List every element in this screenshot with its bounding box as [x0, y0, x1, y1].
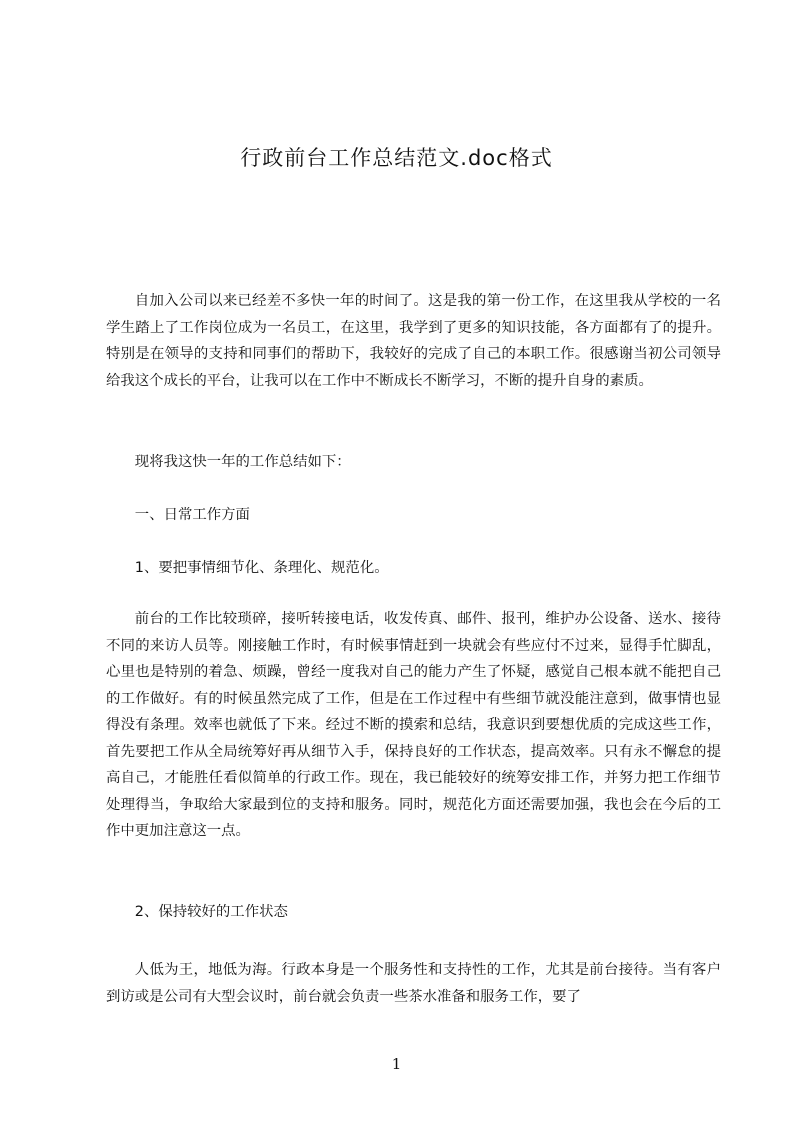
subheading-work-state: 2、保持较好的工作状态: [134, 904, 288, 920]
page-number: 1: [391, 1055, 402, 1073]
paragraph-front-desk-work: 前台的工作比较琐碎，接听转接电话，收发传真、邮件、报刊，维护办公设备、送水、接待不同的来访人员等。刚接触工作时，有时候事情赶到一块就会有些应付不过来，显得手忙脚乱，心里也是特别的着急、烦躁，曾经一度我对自己的能力产生了怀疑，感觉自己根本就不能把自己的工作做好。有的时候虽然完成了工作，但是在工作过程中有些细节就没能注意到，做事情也显得没有条理。效率也就低了下来。经过不断的摸索和总结，我意识到要想优质的完成这些工作，首先要把工作从全局统筹好再从细节入手，保持良好的工作状态，提高效率。只有永不懈怠的提高自己，才能胜任看似简单的行政工作。现在，我已能较好的统筹安排工作，并努力把工作细节处理得当，争取给大家最到位的支持和服务。同时，规范化方面还需要加强，我也会在今后的工作中更加注意这一点。: [106, 611, 721, 839]
document-title: 行政前台工作总结范文.doc格式: [240, 146, 553, 170]
paragraph-summary-lead: 现将我这快一年的工作总结如下：: [134, 454, 351, 470]
subheading-detail-organization: 1、要把事情细节化、条理化、规范化。: [134, 560, 389, 576]
paragraph-intro: 自加入公司以来已经差不多快一年的时间了。这是我的第一份工作，在这里我从学校的一名学生踏上了工作岗位成为一名员工，在这里，我学到了更多的知识技能，各方面都有了的提升。特别是在领导的支持和同事们的帮助下，我较好的完成了自己的本职工作。很感谢当初公司领导给我这个成长的平台，让我可以在工作中不断成长不断学习，不断的提升自身的素质。: [106, 293, 721, 389]
paragraph-service-attitude: 人低为王，地低为海。行政本身是一个服务性和支持性的工作，尤其是前台接待。当有客户到访或是公司有大型会议时，前台就会负责一些茶水准备和服务工作，要了: [106, 962, 721, 1005]
section-heading-daily-work: 一、日常工作方面: [134, 507, 250, 523]
